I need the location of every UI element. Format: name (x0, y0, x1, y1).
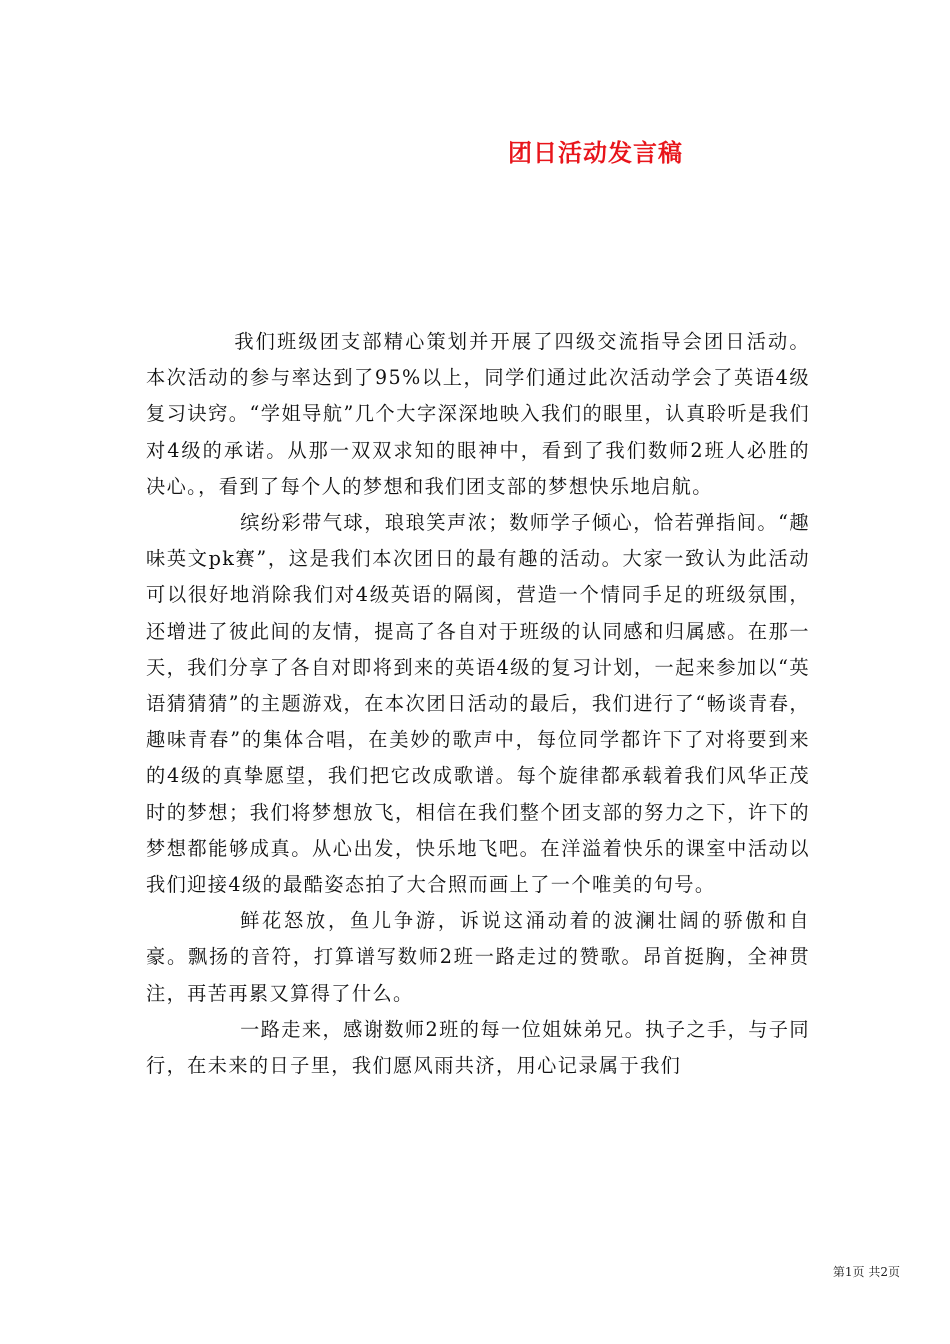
document-body (146, 324, 810, 1084)
paragraph: 我们班级团支部精心策划并开展了四级交流指导会团日活动。本次活动的参与率达到了95%以上，同学们通过此次活动学会了英语4级复习诀窍。“学姐导航”几个大字深深地映入我们的眼里，认真聆听是我们对4级的承诺。从那一双双求知的眼神中，看到了我们数师2班人必胜的决心。，看到了每个人的梦想和我们团支部的梦想快乐地启航。 (146, 330, 810, 498)
paragraph: 鲜花怒放，鱼儿争游，诉说这涌动着的波澜壮阔的骄傲和自豪。飘扬的音符，打算谱写数师2班一路走过的赞歌。昂首挺胸，全神贯注，再苦再累又算得了什么。 (146, 909, 810, 1005)
paragraph: 缤纷彩带气球，琅琅笑声浓；数师学子倾心，恰若弹指间。“趣味英文pk赛”，这是我们本次团日的最有趣的活动。大家一致认为此活动可以很好地消除我们对4级英语的隔阂，营造一个情同手足的班级氛围，还增进了彼此间的友情，提高了各自对于班级的认同感和归属感。在那一天，我们分享了各自对即将到来的英语4级的复习计划，一起来参加以“英语猜猜猜”的主题游戏，在本次团日活动的最后，我们进行了“畅谈青春，趣味青春”的集体合唱，在美妙的歌声中，每位同学都许下了对将要到来的4级的真挚愿望，我们把它改成歌谱。每个旋律都承载着我们风华正茂时的梦想；我们将梦想放飞，相信在我们整个团支部的努力之下，许下的梦想都能够成真。从心出发，快乐地飞吧。在洋溢着快乐的课室中活动以我们迎接4级的最酷姿态拍了大合照而画上了一个唯美的句号。 (146, 511, 810, 897)
document-title: 团日活动发言稿 (508, 138, 683, 167)
paragraph: 一路走来，感谢数师2班的每一位姐妹弟兄。执子之手，与子同行，在未来的日子里，我们愿风雨共济，用心记录属于我们 (146, 1017, 810, 1078)
page-number: 第1页 共2页 (832, 1265, 900, 1279)
